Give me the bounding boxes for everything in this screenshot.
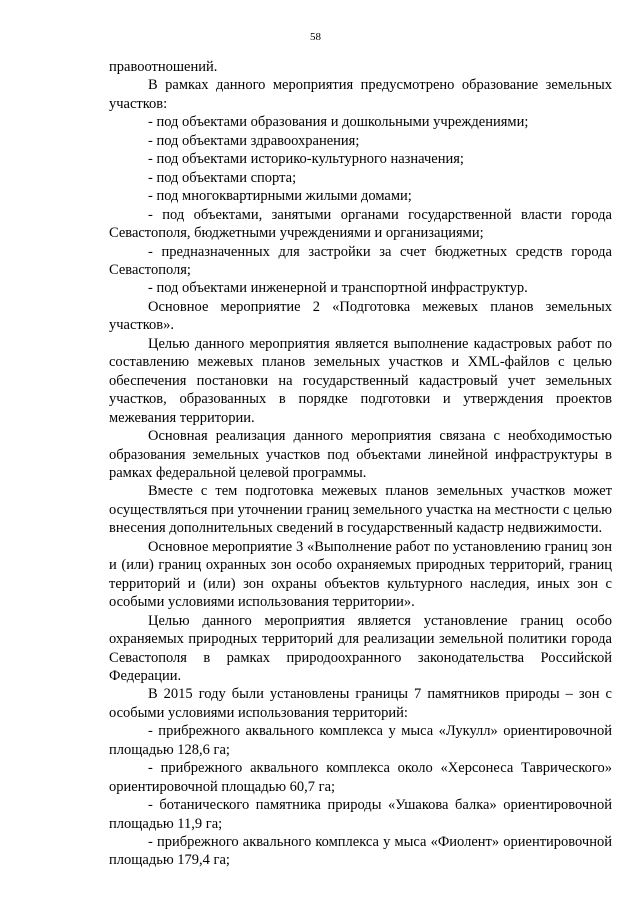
paragraph: правоотношений. [109, 59, 218, 75]
list-item: - ботанического памятника природы «Ушакова балка» ориентировочной площадью 11,9 га; [109, 797, 612, 832]
list-item: - под объектами образования и дошкольными учреждениями; [148, 114, 529, 131]
list-item: - предназначенных для застройки за счет бюджетных средств города Севастополя; [109, 243, 612, 278]
list-item: - под объектами здравоохранения; [148, 132, 360, 149]
paragraph: Целью данного мероприятия является выполнение кадастровых работ по составлению межевых планов земельных участков и XML-файлов с целью обеспечения постановки на государственный кадастровый учет земельных участков, образованных в порядке подготовки и утверждения проектов межевания территории. [109, 335, 612, 426]
list-item: - прибрежного аквального комплекса у мыса «Лукулл» ориентировочной площадью 128,6 га; [109, 723, 612, 758]
list-item: - под объектами спорта; [148, 169, 297, 186]
list-item: - под объектами историко-культурного назначения; [148, 151, 464, 168]
paragraph: Вместе с тем подготовка межевых планов земельных участков может осуществляться при уточнении границ земельного участка на местности с целью внесения дополнительных сведений в государственный кадастр недвижимости. [109, 483, 612, 537]
list-item: - прибрежного аквального комплекса у мыса «Фиолент» ориентировочной площадью 179,4 га; [109, 834, 612, 869]
paragraph: В рамках данного мероприятия предусмотрено образование земельных участков: [109, 77, 612, 112]
list-item: - под многоквартирными жилыми домами; [148, 188, 412, 205]
page-number: 58 [310, 31, 321, 43]
list-item: - под объектами, занятыми органами государственной власти города Севастополя, бюджетными учреждениями и организациями; [109, 206, 612, 242]
paragraph: Основное мероприятие 3 «Выполнение работ по установлению границ зон и (или) границ охранных зон особо охраняемых природных территорий, границ территорий и (или) зон охраны объектов культурного наследия, иных зон с особыми условиями использования территории». [109, 538, 612, 611]
paragraph: Основное мероприятие 2 «Подготовка межевых планов земельных участков». [109, 298, 612, 334]
paragraph: В 2015 году были установлены границы 7 памятников природы – зон с особыми условиями использования территорий: [109, 686, 612, 721]
paragraph: Основная реализация данного мероприятия связана с необходимостью образования земельных участков под объектами линейной инфраструктуры в рамках федеральной целевой программы. [109, 428, 612, 481]
list-item: - прибрежного аквального комплекса около «Херсонеса Таврического» ориентировочной площадью 60,7 га; [109, 760, 612, 795]
list-item: - под объектами инженерной и транспортной инфраструктур. [148, 280, 528, 297]
page-body [109, 58, 612, 870]
paragraph: Целью данного мероприятия является установление границ особо охраняемых природных территорий для реализации земельной политики города Севастополя в рамках природоохранного законодательства Российской Федерации. [109, 612, 612, 684]
